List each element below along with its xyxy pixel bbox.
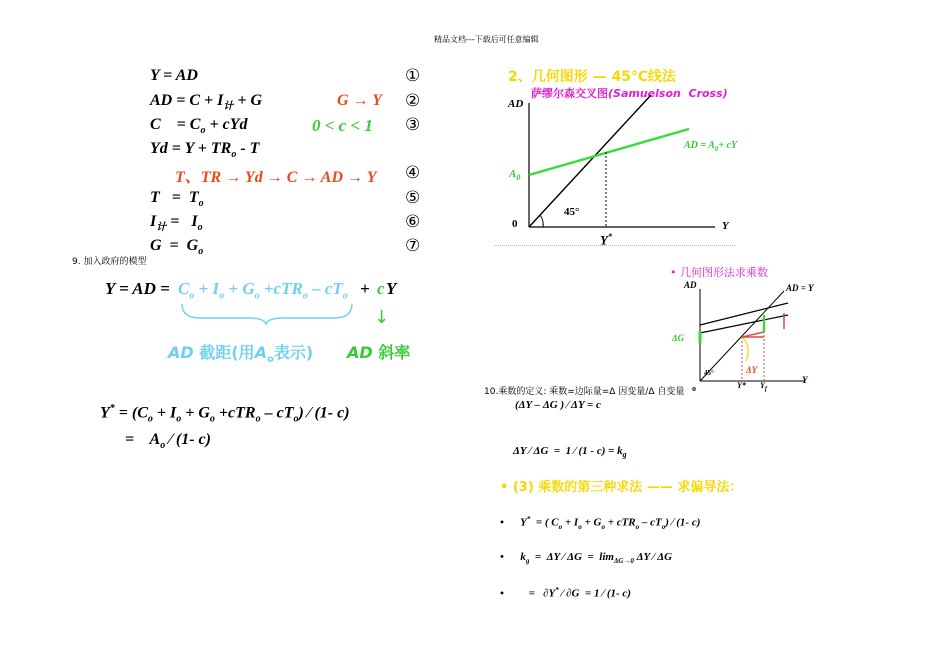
intercept-brace-icon	[178, 300, 358, 326]
equation-2-note: G → Y	[337, 92, 383, 109]
cross-title: 萨缪尔森交叉图(Samuelson Cross)	[531, 87, 728, 100]
model-y: Y	[386, 279, 397, 298]
equation-number-4: ④	[405, 163, 421, 183]
equation-5: T、TR → Yd → C → AD → Y	[175, 169, 377, 186]
arrow-down-icon: ↓	[374, 307, 390, 328]
chart1-x-axis-label: Y	[722, 220, 729, 232]
chart2-line-label: AD = Y	[786, 283, 814, 293]
chart2-angle: 45°	[704, 369, 714, 377]
bullet-1: • Y* = ( $C_o + I_o + G_o + cTR_o - cT_o$) ∕ (1- c)	[500, 515, 701, 531]
model-terms: $C_o + I_o + G_o +cTR_o - cT_o$	[178, 279, 348, 302]
model-plus: +	[360, 279, 370, 298]
model-title: 9. 加入政府的模型	[72, 257, 147, 267]
multiplier-eq-1: (ΔY – ΔG ) ∕ ΔY = c	[515, 399, 601, 411]
third-method-title: • (3) 乘数的第三种求法 —— 求偏导法：	[500, 480, 743, 495]
equation-7: $I_计 = I_o$	[150, 213, 203, 234]
chart2-y-axis-label: AD	[684, 280, 697, 290]
45-degree-line	[700, 291, 784, 381]
multiplier-definition: 10.乘数的定义: 乘数=边际量=Δ 因变量/Δ 自变量	[484, 387, 685, 397]
chart2-delta-y: ΔY	[746, 365, 758, 375]
samuelson-cross-chart	[495, 95, 745, 250]
equation-1: Y = AD	[150, 67, 198, 84]
chart2-y-star: Y*	[737, 381, 746, 390]
chart1-equilibrium-label: Y*	[600, 232, 612, 248]
chart2-y-f: $Y_f$	[760, 381, 767, 393]
equation-number-3: ③	[405, 115, 421, 135]
section-title: 2、几何图形 — 45℃线法	[508, 69, 676, 85]
equation-8: $G = G_o$	[150, 237, 204, 258]
chart1-angle-label: 45°	[564, 206, 580, 218]
page-header: 精品文档---下载后可任意编辑	[434, 35, 539, 44]
chart2-delta-g: ΔG	[672, 333, 685, 343]
bullet-2: • $k_g = \Delta Y$ ∕ $\Delta G = \lim_{\Delta G\to 0} \Delta Y$ ∕ ΔG	[500, 551, 673, 566]
angle-arc	[540, 215, 543, 227]
equation-4: $Yd = Y + TR_o - T$	[150, 140, 260, 161]
ad-line-lower	[700, 315, 788, 333]
ad-line	[529, 129, 689, 175]
45-degree-line	[529, 95, 651, 227]
bullet-3: • = ∂Y* ∕ ∂G = 1 ∕ (1- c)	[500, 586, 631, 600]
slope-label: AD 斜率	[347, 343, 411, 362]
model-equation: Y = AD =	[105, 279, 170, 298]
model-c: c	[377, 279, 385, 298]
result-equation-1: $Y^* = (C_o + I_o + G_o +cTR_o - cT_o)$ ∕ (1- c)	[100, 403, 350, 425]
equation-number-6: ⑥	[405, 212, 421, 232]
multiplier-eq-2: ΔY ∕ ΔG = 1 ∕ $(1 - c) = k_g$	[513, 445, 627, 460]
equation-number-5: ⑤	[405, 188, 421, 208]
multiplier-chart	[680, 285, 810, 390]
intercept-label: AD 截距(用$A_o$表示)	[168, 343, 314, 366]
chart1-divider	[495, 245, 735, 246]
equation-number-2: ②	[405, 91, 421, 111]
equation-number-1: ①	[405, 66, 421, 86]
equation-6: $T = T_o$	[150, 189, 204, 210]
chart1-origin-label: 0	[512, 218, 518, 230]
chart2-title: • 几何图形法求乘数	[670, 266, 768, 279]
chart2-x-axis-label: Y	[802, 375, 808, 385]
ad-line-upper	[700, 303, 788, 325]
equation-2: AD = $C + I_计 + G$	[150, 92, 263, 113]
equation-3-note: 0 < c < 1	[312, 116, 373, 135]
equation-3: C = $C_o$ + cYd	[150, 116, 248, 137]
result-equation-2: = $A_o$ ∕ (1- c)	[125, 431, 211, 452]
chart1-y-axis-label: AD	[508, 98, 524, 110]
chart1-intercept-label: $A_0$	[509, 168, 521, 183]
chart1-line-label: AD = $A_0+$ cY	[684, 140, 738, 153]
chart2-origin: o	[692, 384, 696, 393]
equation-number-7: ⑦	[405, 236, 421, 256]
